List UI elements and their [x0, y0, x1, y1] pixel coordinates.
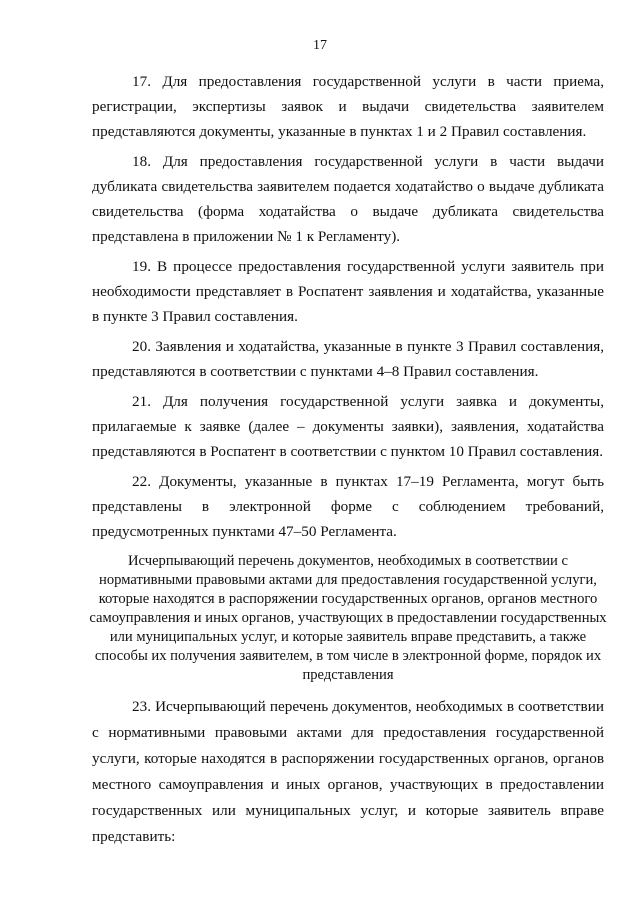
page-number: 17	[313, 38, 327, 53]
body-text-bottom	[92, 694, 604, 855]
section-heading: Исчерпывающий перечень документов, необходимых в соответствии с нормативными правовыми актами для предоставления государственной услуги, которые находятся в распоряжении государственных органов, органов местного самоуправления и иных органов, участвующих в предоставлении государственных или муниципальных услуг, и которые заявитель вправе представить, а также способы их получения заявителем, в том числе в электронной форме, порядок их представления	[89, 553, 607, 683]
paragraph-19: 19. В процессе предоставления государственной услуги заявитель при необходимости представляет в Роспатент заявления и ходатайства, указанные в пункте 3 Правил составления.	[92, 258, 604, 325]
paragraph-23: 23. Исчерпывающий перечень документов, необходимых в соответствии с нормативными правовыми актами для предоставления государственной услуги, которые находятся в распоряжении государственных органов, органов местного самоуправления и иных органов, участвующих в предоставлении государственных или муниципальных услуг, и которые заявитель вправе представить:	[92, 698, 604, 845]
paragraph-18: 18. Для предоставления государственной услуги в части выдачи дубликата свидетельства заявителем подается ходатайство о выдаче дубликата свидетельства (форма ходатайства о выдаче дубликата свидетельства представлена в приложении № 1 к Регламенту).	[92, 153, 604, 245]
body-text-top	[92, 69, 604, 549]
paragraph-22: 22. Документы, указанные в пунктах 17–19 Регламента, могут быть представлены в электронной форме с соблюдением требований, предусмотренных пунктами 47–50 Регламента.	[92, 473, 604, 540]
paragraph-17: 17. Для предоставления государственной услуги в части приема, регистрации, экспертизы заявок и выдачи свидетельства заявителем представляются документы, указанные в пунктах 1 и 2 Правил составления.	[92, 73, 604, 140]
paragraph-20: 20. Заявления и ходатайства, указанные в пункте 3 Правил составления, представляются в соответствии с пунктами 4–8 Правил составления.	[92, 338, 604, 380]
paragraph-21: 21. Для получения государственной услуги заявка и документы, прилагаемые к заявке (далее – документы заявки), заявления, ходатайства представляются в Роспатент в соответствии с пунктом 10 Правил составления.	[92, 393, 604, 460]
